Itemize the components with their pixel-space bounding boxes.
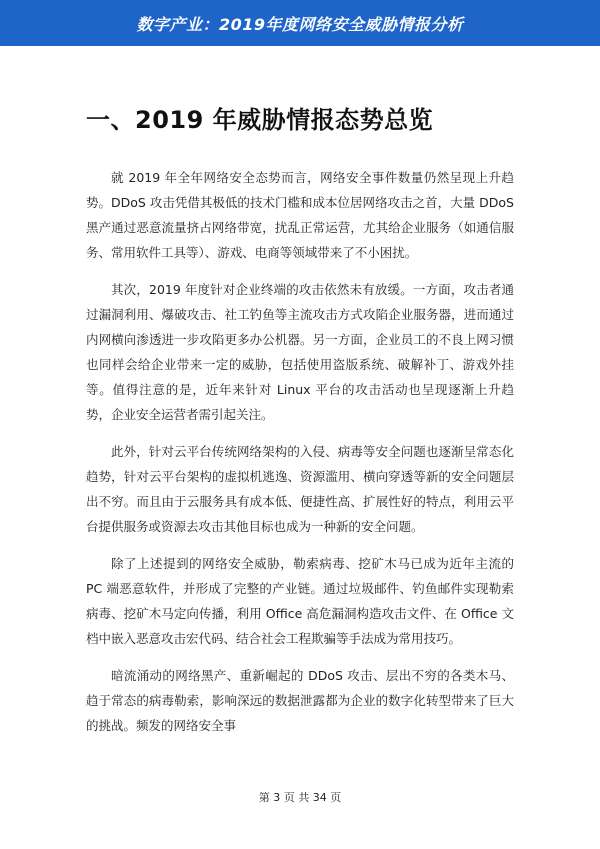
paragraph-ransomware-mining: 除了上述提到的网络安全威胁，勒索病毒、挖矿木马已成为近年主流的 PC 端恶意软件，并形成了完整的产业链。通过垃圾邮件、钓鱼邮件实现勒索病毒、挖矿木马定向传播，利用 Office 高危漏洞构造攻击文件、在 Office 文档中嵌入恶意攻击宏代码、结合社会工程欺骗等手法成为常用技巧。 — [86, 556, 514, 646]
document-header-title: 数字产业：2019年度网络安全威胁情报分析 — [136, 15, 464, 34]
section-heading: 一、2019 年威胁情报态势总览 — [86, 106, 434, 134]
page-number: 第 3 页 共 34 页 — [258, 791, 342, 804]
body-text — [86, 165, 514, 750]
paragraph-endpoint-attacks: 其次，2019 年度针对企业终端的攻击依然未有放缓。一方面，攻击者通过漏洞利用、爆破攻击、社工钓鱼等主流攻击方式攻陷企业服务器，进而通过内网横向渗透进一步攻陷更多办公机器。另一方面，企业员工的不良上网习惯也同样会给企业带来一定的威胁，包括使用盗版系统、破解补丁、游戏外挂等。值得注意的是，近年来针对 Linux 平台的攻击活动也呈现逐渐上升趋势，企业安全运营者需引起关注。 — [86, 282, 514, 422]
paragraph-ddos-overview: 就 2019 年全年网络安全态势而言，网络安全事件数量仍然呈现上升趋势。DDoS 攻击凭借其极低的技术门槛和成本位居网络攻击之首，大量 DDoS 黑产通过恶意流量挤占网络带宽，扰乱正常运营，尤其给企业服务（如通信服务、常用软件工具等）、游戏、电商等领域带来了不小困扰。 — [86, 170, 514, 260]
paragraph-cloud-security: 此外，针对云平台传统网络架构的入侵、病毒等安全问题也逐渐呈常态化趋势，针对云平台架构的虚拟机逃逸、资源滥用、横向穿透等新的安全问题层出不穷。而且由于云服务具有成本低、便捷性高、扩展性好的特点，利用云平台提供服务或资源去攻击其他目标也成为一种新的安全问题。 — [86, 444, 514, 534]
paragraph-challenges: 暗流涌动的网络黑产、重新崛起的 DDoS 攻击、层出不穷的各类木马、趋于常态的病毒勒索，影响深远的数据泄露都为企业的数字化转型带来了巨大的挑战。频发的网络安全事 — [86, 668, 514, 733]
